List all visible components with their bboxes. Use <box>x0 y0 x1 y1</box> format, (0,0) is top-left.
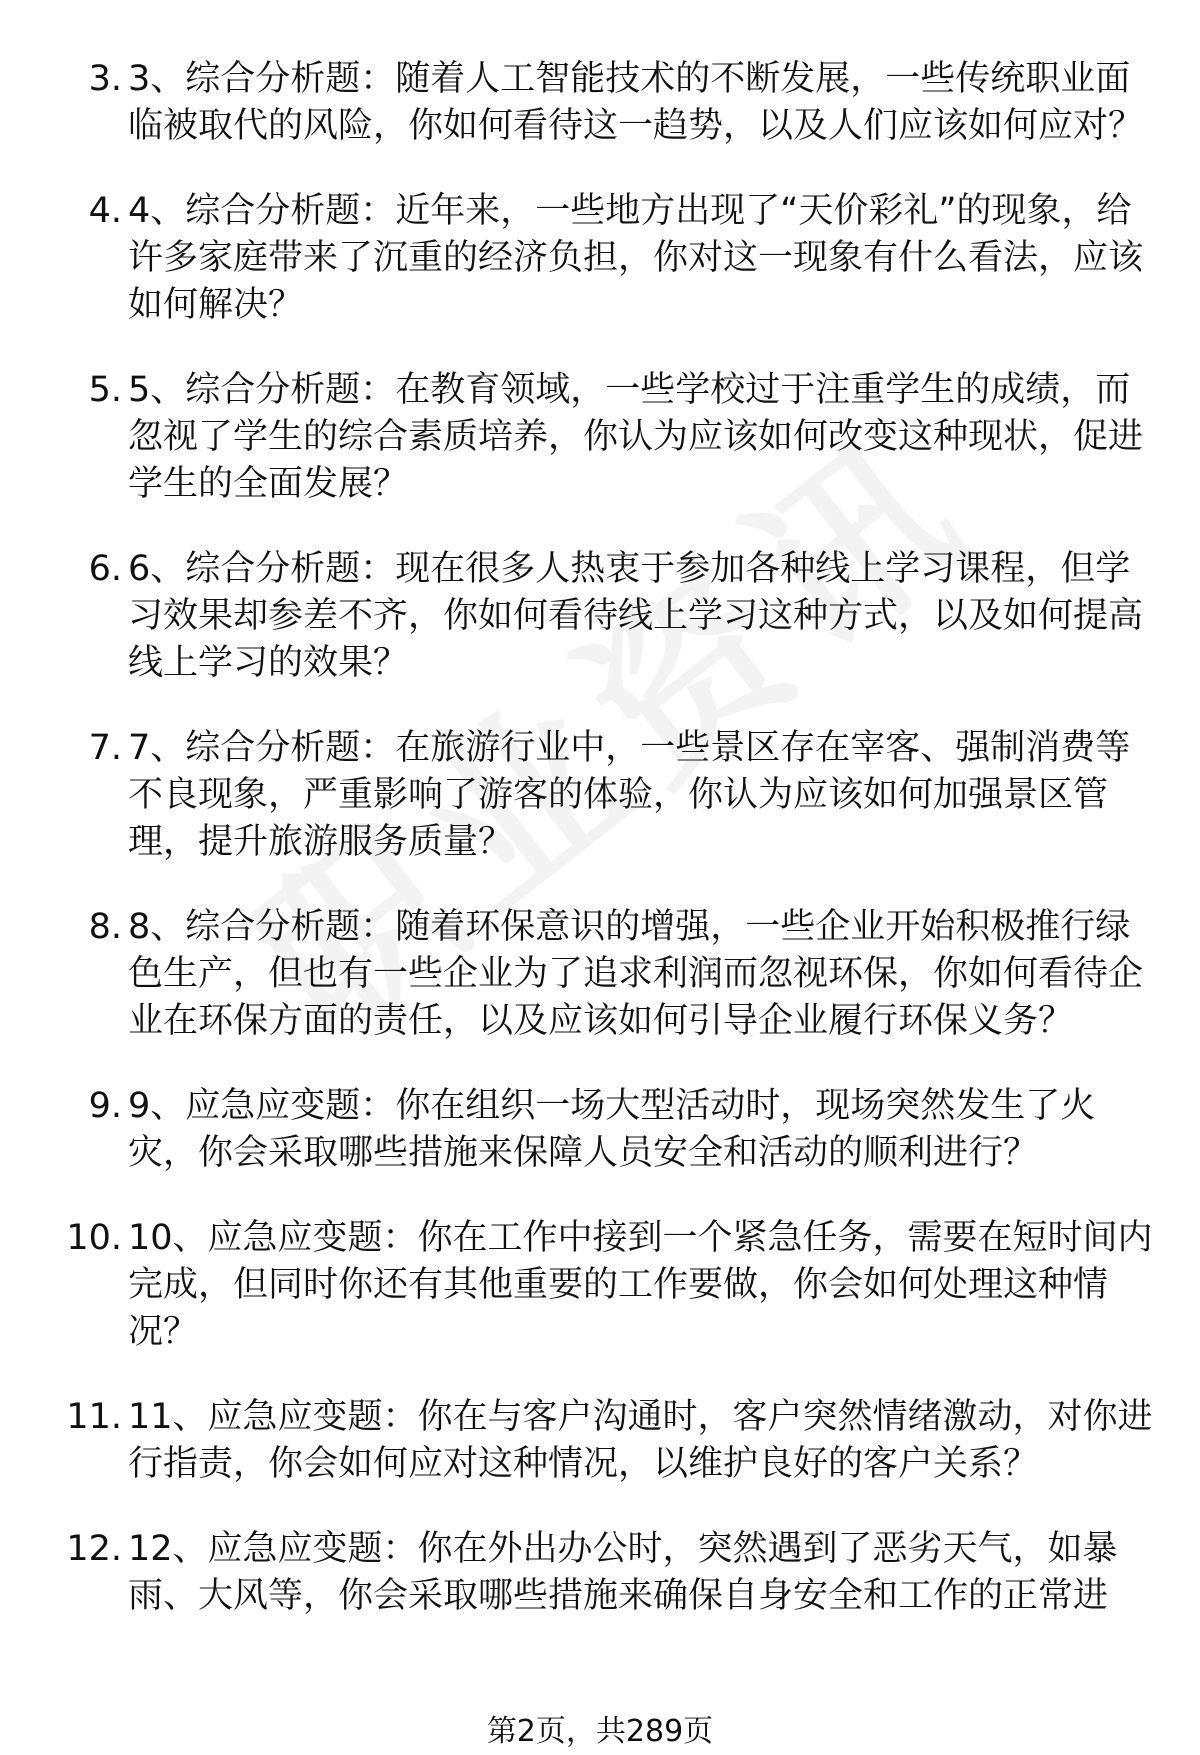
question-text: 3、综合分析题：随着人工智能技术的不断发展，一些传统职业面临被取代的风险，你如何看待这一趋势，以及人们应该如何应对？ <box>128 59 1144 146</box>
question-text: 10、应急应变题：你在工作中接到一个紧急任务，需要在短时间内完成，但同时你还有其他重要的工作要做，你会如何处理这种情况？ <box>128 1218 1153 1352</box>
page-footer: 第2页，共289页 <box>486 1714 714 1749</box>
question-list <box>0 56 1200 1658</box>
question-item <box>0 904 1200 1045</box>
question-item <box>0 188 1200 329</box>
question-item <box>0 1526 1200 1620</box>
question-item <box>0 1083 1200 1177</box>
question-number: 3. <box>88 59 122 99</box>
question-item <box>0 546 1200 687</box>
question-number: 5. <box>88 370 122 410</box>
question-text: 12、应急应变题：你在外出办公时，突然遇到了恶劣天气，如暴雨、大风等，你会采取哪些措施来确保自身安全和工作的正常进 <box>128 1529 1118 1616</box>
question-text: 8、综合分析题：随着环保意识的增强，一些企业开始积极推行绿色生产，但也有一些企业为了追求利润而忽视环保，你如何看待企业在环保方面的责任，以及应该如何引导企业履行环保义务？ <box>128 907 1144 1041</box>
question-text: 5、综合分析题：在教育领域，一些学校过于注重学生的成绩，而忽视了学生的综合素质培养，你认为应该如何改变这种现状，促进学生的全面发展？ <box>128 370 1144 504</box>
question-item <box>0 1394 1200 1488</box>
question-text: 6、综合分析题：现在很多人热衷于参加各种线上学习课程，但学习效果却参差不齐，你如何看待线上学习这种方式，以及如何提高线上学习的效果？ <box>128 549 1144 683</box>
question-number: 10. <box>66 1218 122 1258</box>
question-item <box>0 367 1200 508</box>
question-item <box>0 1215 1200 1356</box>
question-number: 8. <box>88 907 122 947</box>
question-number: 6. <box>88 549 122 589</box>
question-number: 7. <box>88 728 122 768</box>
question-number: 4. <box>88 191 122 231</box>
question-text: 4、综合分析题：近年来，一些地方出现了“天价彩礼”的现象，给许多家庭带来了沉重的经济负担，你对这一现象有什么看法，应该如何解决？ <box>128 191 1144 325</box>
question-text: 11、应急应变题：你在与客户沟通时，客户突然情绪激动，对你进行指责，你会如何应对这种情况，以维护良好的客户关系？ <box>128 1397 1153 1484</box>
question-number: 9. <box>88 1086 122 1126</box>
question-item <box>0 725 1200 866</box>
question-number: 12. <box>66 1529 122 1569</box>
question-text: 9、应急应变题：你在组织一场大型活动时，现场突然发生了火灾，你会采取哪些措施来保障人员安全和活动的顺利进行？ <box>128 1086 1096 1173</box>
question-number: 11. <box>66 1397 122 1437</box>
question-text: 7、综合分析题：在旅游行业中，一些景区存在宰客、强制消费等不良现象，严重影响了游客的体验，你认为应该如何加强景区管理，提升旅游服务质量？ <box>128 728 1131 862</box>
question-item <box>0 56 1200 150</box>
